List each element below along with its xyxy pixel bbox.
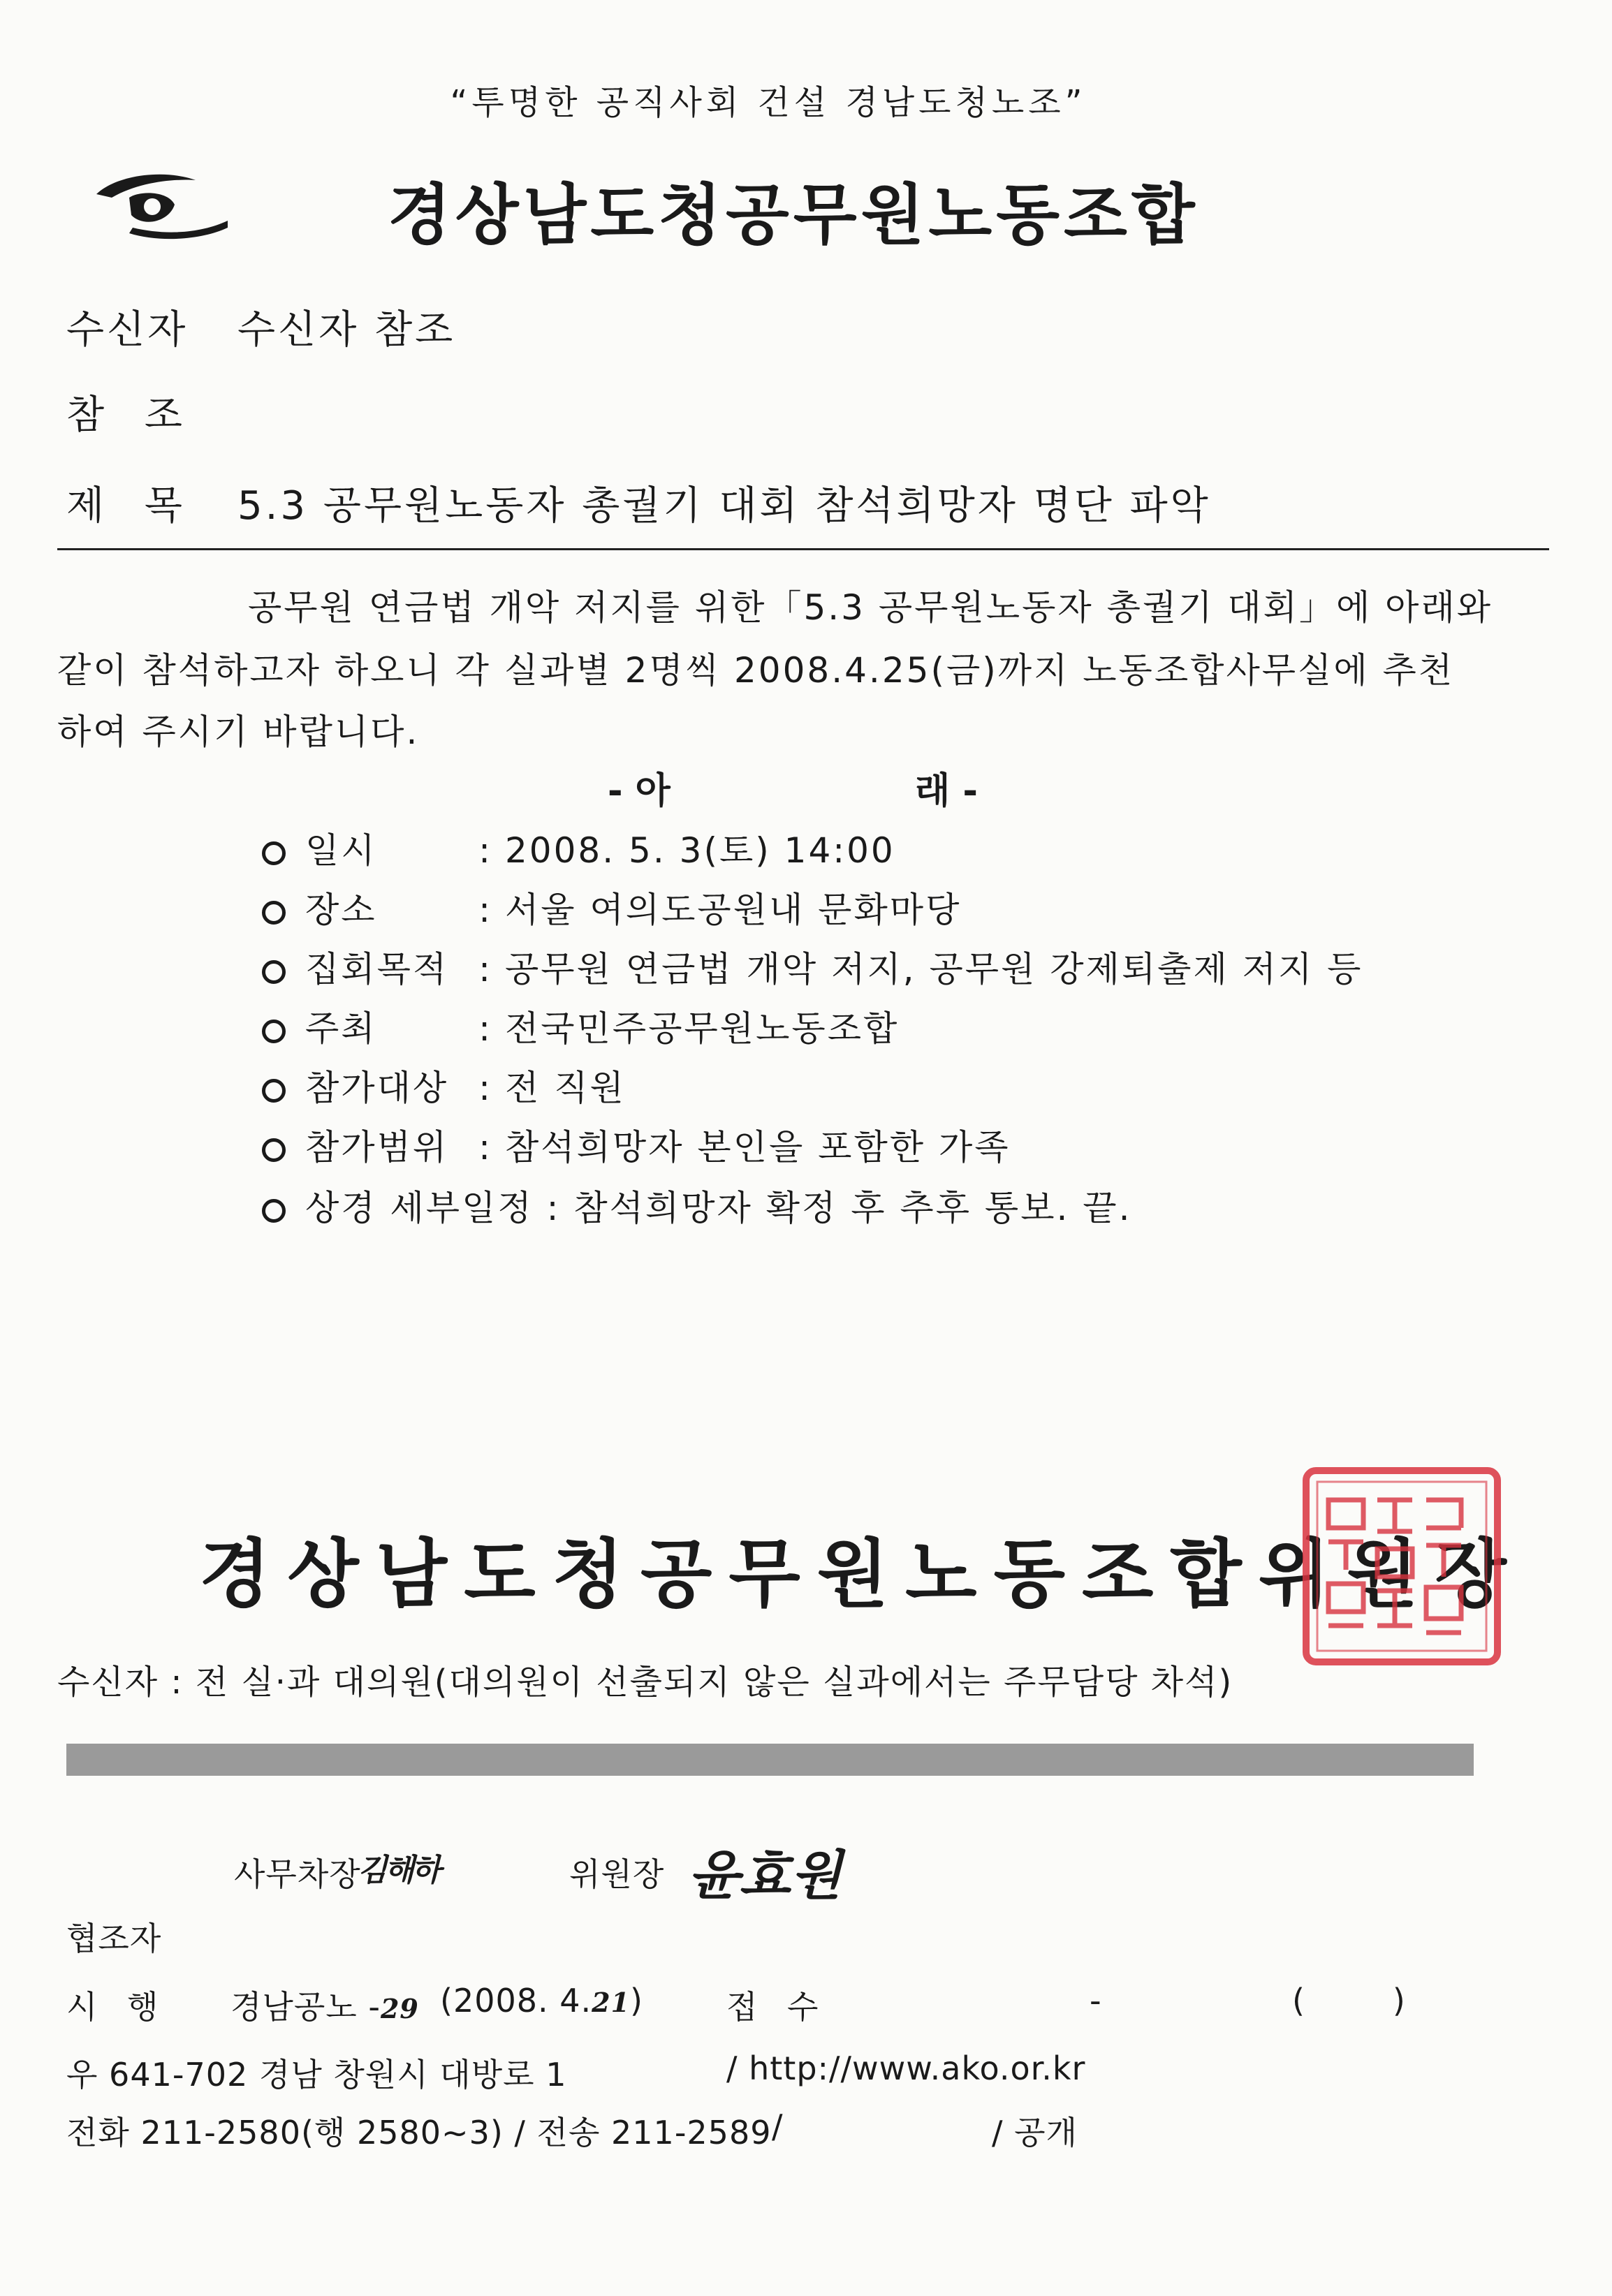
list-item: 장소 : 서울 여의도공원내 문화마당: [262, 882, 961, 932]
body-line-2: 같이 참석하고자 하오니 각 실과별 2명씩 2008.4.25(금)까지 노동조합사무실에 추천: [57, 650, 1455, 691]
circle-bullet-icon: [262, 1138, 286, 1162]
receipt-parens: ( ): [1292, 1982, 1406, 2019]
list-item: 집회목적 : 공무원 연금법 개악 저지, 공무원 강제퇴출제 저지 등: [262, 941, 1363, 992]
signature-title: 경상남도청공무원노동조합위원장: [199, 1530, 1523, 1617]
receipt-dash: -: [1090, 1982, 1102, 2019]
below-heading-left: - 아: [608, 770, 671, 812]
chairman-signature: 윤효원: [688, 1844, 842, 1906]
circle-bullet-icon: [262, 901, 286, 925]
issue-date: (2008. 4.21): [440, 1982, 643, 2019]
issue-number: 경남공노 -29: [230, 1988, 419, 2026]
vice-secretary-label: 사무차장: [234, 1855, 361, 1893]
circle-bullet-icon: [262, 841, 286, 865]
list-item: 참가대상 : 전 직원: [262, 1060, 626, 1110]
disclosure-status: / 공개: [992, 2114, 1078, 2151]
recipient-label: 수신자: [66, 307, 189, 353]
subject-label: 제 목: [66, 483, 196, 529]
gray-divider-bar: [66, 1744, 1474, 1776]
phone-fax: 전화 211-2580(행 2580~3) / 전송 211-2589: [66, 2114, 772, 2151]
circle-bullet-icon: [262, 1199, 286, 1223]
circle-bullet-icon: [262, 1020, 286, 1043]
official-seal-icon: [1300, 1465, 1503, 1668]
list-item: 상경 세부일정 : 참석희망자 확정 후 추후 통보. 끝.: [262, 1180, 1131, 1230]
body-line-1: 공무원 연금법 개악 저지를 위한「5.3 공무원노동자 총궐기 대회」에 아래와: [248, 587, 1493, 628]
issue-label: 시 행: [66, 1988, 168, 2026]
circle-bullet-icon: [262, 960, 286, 984]
recipient-value: 수신자 참조: [237, 307, 456, 353]
slash-separator: /: [772, 2107, 784, 2145]
list-item: 주최 : 전국민주공무원노동조합: [262, 1001, 899, 1051]
union-logo-icon: [91, 166, 230, 243]
circle-bullet-icon: [262, 1079, 286, 1103]
header-divider: [57, 548, 1549, 550]
org-title: 경상남도청공무원노동조합: [388, 177, 1199, 253]
address: 우 641-702 경남 창원시 대방로 1: [66, 2056, 567, 2093]
vice-secretary-signature: 김해하: [358, 1853, 439, 1888]
recipients-line: 수신자 : 전 실·과 대의원(대의원이 선출되지 않은 실과에서는 주무담당 차석): [57, 1663, 1233, 1702]
website-link[interactable]: / http://www.ako.or.kr: [726, 2050, 1086, 2087]
cooperator-label: 협조자: [66, 1920, 162, 1957]
slogan: “투명한 공직사회 건설 경남도청노조”: [450, 83, 1087, 122]
list-item: 일시 : 2008. 5. 3(토) 14:00: [262, 823, 895, 873]
below-heading-right: 래 -: [915, 770, 978, 812]
reference-label: 참 조: [66, 392, 196, 438]
body-line-3: 하여 주시기 바랍니다.: [57, 712, 420, 752]
receipt-label: 접 수: [726, 1988, 828, 2026]
list-item: 참가범위 : 참석희망자 본인을 포함한 가족: [262, 1119, 1011, 1170]
chairman-label: 위원장: [569, 1855, 665, 1893]
subject-value: 5.3 공무원노동자 총궐기 대회 참석희망자 명단 파악: [237, 483, 1211, 529]
